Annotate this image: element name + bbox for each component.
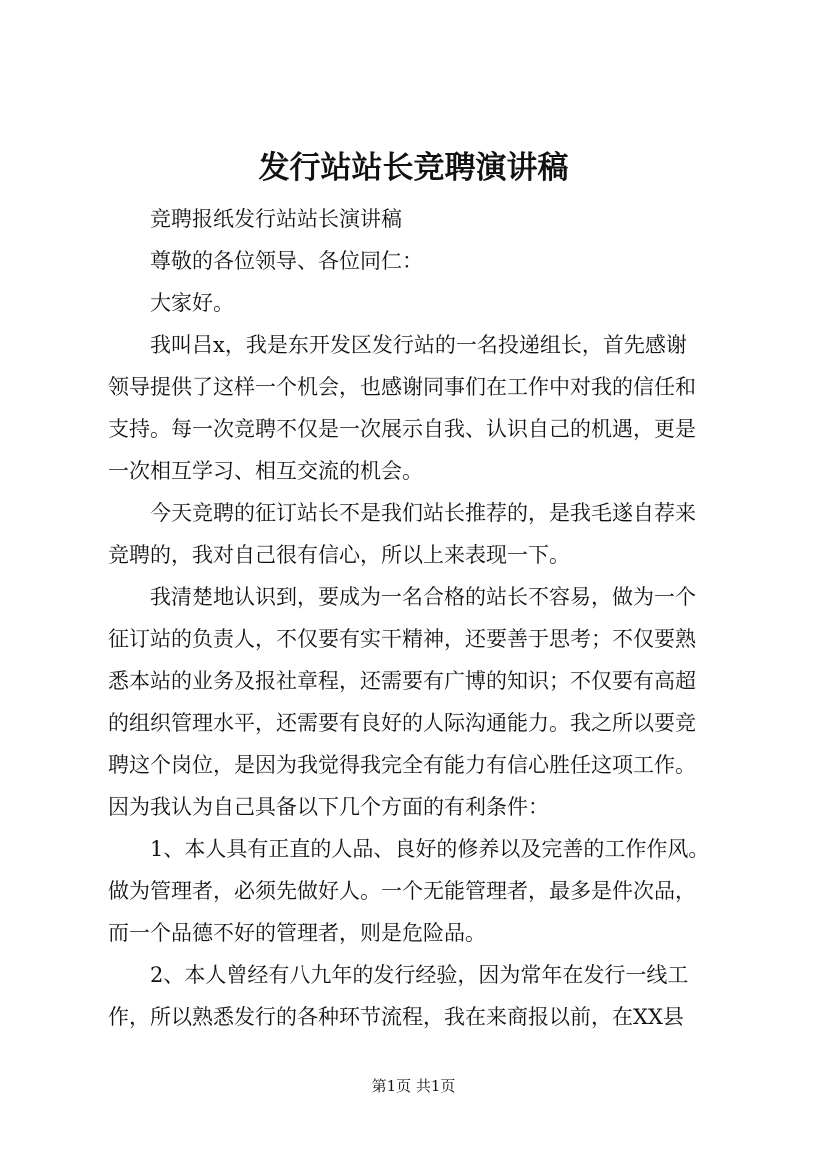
text-line: 而一个品德不好的管理者，则是危险品。 xyxy=(108,921,486,945)
text-line: 做为管理者，必须先做好人。一个无能管理者，最多是件次品， xyxy=(108,879,696,903)
text-line: 支持。每一次竞聘不仅是一次展示自我、认识自己的机遇，更是 xyxy=(108,417,696,441)
text-line: 1、本人具有正直的人品、良好的修养以及完善的工作作风。 xyxy=(150,837,710,861)
text-line: 一次相互学习、相互交流的机会。 xyxy=(108,459,423,483)
text-line: 征订站的负责人，不仅要有实干精神，还要善于思考；不仅要熟 xyxy=(108,627,696,651)
text-line: 聘这个岗位，是因为我觉得我完全有能力有信心胜任这项工作。 xyxy=(108,753,696,777)
text-line: 尊敬的各位领导、各位同仁： xyxy=(150,249,423,273)
text-line: 大家好。 xyxy=(150,291,234,315)
text-line: 领导提供了这样一个机会，也感谢同事们在工作中对我的信任和 xyxy=(108,375,696,399)
text-line: 我叫吕x，我是东开发区发行站的一名投递组长，首先感谢 xyxy=(150,333,687,357)
text-line: 作，所以熟悉发行的各种环节流程，我在来商报以前，在XX县 xyxy=(108,1005,684,1029)
page-title: 发行站站长竞聘演讲稿 xyxy=(258,150,569,186)
text-line: 竞聘报纸发行站站长演讲稿 xyxy=(150,207,402,231)
text-line: 的组织管理水平，还需要有良好的人际沟通能力。我之所以要竞 xyxy=(108,711,696,735)
text-line: 悉本站的业务及报社章程，还需要有广博的知识；不仅要有高超 xyxy=(108,669,696,693)
text-line: 竞聘的，我对自己很有信心，所以上来表现一下。 xyxy=(108,543,570,567)
page-number-footer: 第1页 共1页 xyxy=(371,1077,456,1095)
text-line: 2、本人曾经有八九年的发行经验，因为常年在发行一线工 xyxy=(150,963,689,987)
body-text xyxy=(108,198,728,1038)
text-line: 我清楚地认识到，要成为一名合格的站长不容易，做为一个 xyxy=(150,585,696,609)
text-line: 今天竞聘的征订站长不是我们站长推荐的，是我毛遂自荐来 xyxy=(150,501,696,525)
text-line: 因为我认为自己具备以下几个方面的有利条件： xyxy=(108,795,549,819)
